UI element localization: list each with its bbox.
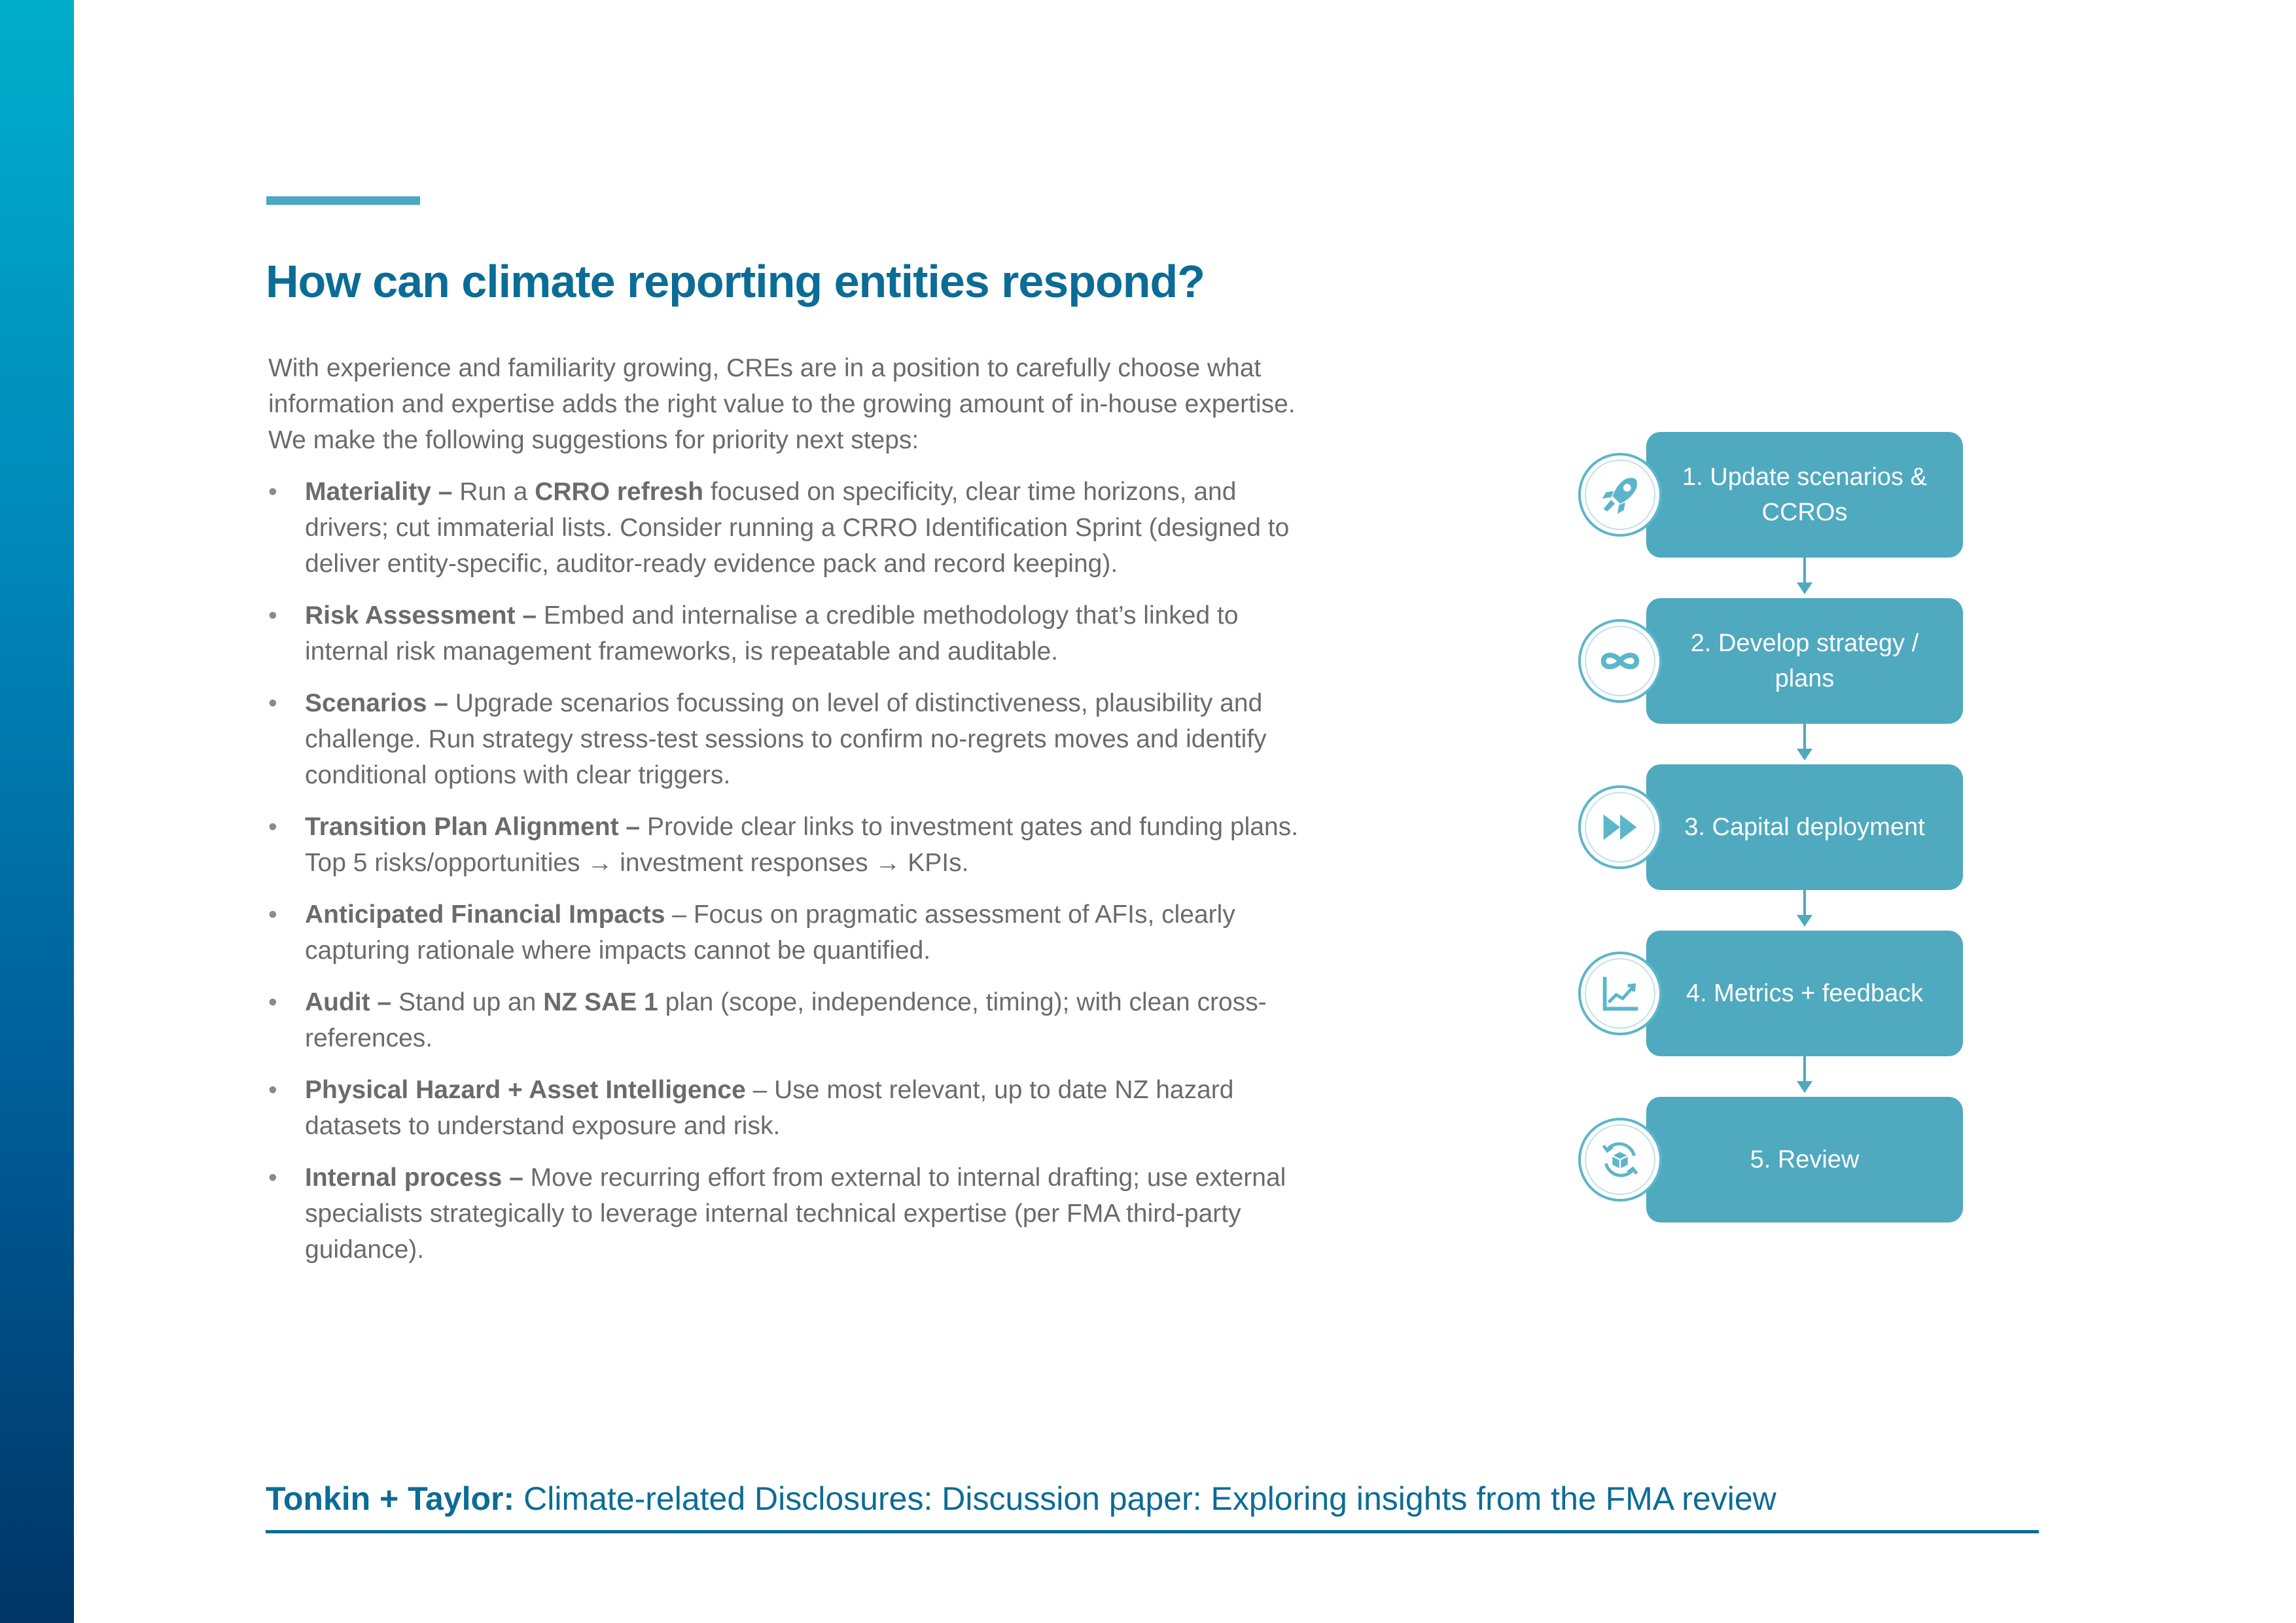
- process-steps-diagram: [1577, 432, 1969, 1224]
- step-connector: [1803, 1056, 1806, 1082]
- title-accent-rule: [266, 196, 420, 205]
- page-title: How can climate reporting entities respond?: [266, 256, 1205, 307]
- bullet-heading: Internal process –: [305, 1164, 523, 1192]
- body-text-column: [268, 350, 1302, 1283]
- fast-forward-icon: [1578, 785, 1662, 869]
- bullet-glyph: •: [268, 901, 277, 929]
- bullet-text: Upgrade scenarios focussing on level of distinctiveness, plausibility and challenge. Run strategy stress-test sessions to confirm no-regrets moves and identify conditional options with clear triggers.: [305, 689, 1267, 789]
- arrow-down-icon: [1797, 915, 1812, 927]
- bullet-heading: Transition Plan Alignment –: [305, 813, 641, 841]
- bullet-text: Run a: [452, 478, 535, 506]
- arrow-down-icon: [1797, 582, 1812, 594]
- bullet-text: Stand up an: [391, 988, 544, 1016]
- step-label: 3. Capital deployment: [1684, 813, 1925, 841]
- bullet-text: – Focus on pragmatic assessment of AFIs, clearly capturing rationale where impacts cannot be quantified.: [305, 901, 1235, 965]
- step-box-metrics-feedback: [1646, 931, 1963, 1056]
- step-connector: [1803, 558, 1806, 584]
- step-label: 1. Update scenarios & CCROs: [1682, 463, 1927, 526]
- step-label: 4. Metrics + feedback: [1686, 980, 1924, 1007]
- bullet-text: Move recurring effort from external to internal drafting; use external specialists strategically to leverage internal technical expertise (per FMA third-party guidance).: [305, 1164, 1286, 1264]
- step-box-review: [1646, 1097, 1963, 1222]
- bullet-heading: Scenarios –: [305, 689, 448, 717]
- step-connector: [1803, 890, 1806, 916]
- intro-paragraph: With experience and familiarity growing, CREs are in a position to carefully choose what information and expertise adds the right value to the growing amount of in-house expertise. We make the following suggestions for priority next steps:: [268, 354, 1296, 454]
- bullet-glyph: •: [268, 1164, 277, 1192]
- bullet-text: plan (scope, independence, timing); with clean cross-references.: [305, 988, 1267, 1052]
- bullet-emphasis: CRRO refresh: [535, 478, 704, 506]
- bullet-glyph: •: [268, 1076, 277, 1104]
- bullet-emphasis: NZ SAE 1: [543, 988, 658, 1016]
- step-box-update-scenarios: [1646, 432, 1963, 558]
- step-box-capital-deployment: [1646, 764, 1963, 890]
- bullet-heading: Materiality –: [305, 478, 453, 506]
- line-chart-icon: [1578, 952, 1662, 1035]
- list-item: [268, 897, 1302, 969]
- arrow-down-icon: [1797, 749, 1812, 760]
- arrow-down-icon: [1797, 1081, 1812, 1093]
- bullet-glyph: •: [268, 988, 277, 1016]
- side-color-bar: [0, 0, 74, 1623]
- list-item: [268, 474, 1302, 582]
- step-box-develop-strategy: [1646, 598, 1963, 724]
- step-connector: [1803, 724, 1806, 750]
- page-footer: [266, 1476, 2039, 1522]
- list-item: [268, 597, 1302, 669]
- rocket-icon: [1578, 453, 1662, 537]
- list-item: [268, 1072, 1302, 1144]
- bullet-glyph: •: [268, 601, 277, 630]
- suggestion-list: [268, 474, 1302, 1268]
- bullet-text: focused on specificity, clear time horizons, and drivers; cut immaterial lists. Consider running a CRRO Identification Sprint (designed to deliver entity-specific, auditor-ready evidence pack and record keeping).: [305, 478, 1290, 578]
- footer-rule: [266, 1530, 2039, 1533]
- infinity-icon: [1578, 619, 1662, 703]
- footer-document-title: Climate-related Disclosures: Discussion paper: Exploring insights from the FMA review: [523, 1480, 1776, 1517]
- list-item: [268, 685, 1302, 793]
- bullet-heading: Audit –: [305, 988, 392, 1016]
- bullet-text: – Use most relevant, up to date NZ hazard datasets to understand exposure and risk.: [305, 1076, 1234, 1140]
- bullet-text: Provide clear links to investment gates and funding plans. Top 5 risks/opportunities → investment responses → KPIs.: [305, 813, 1299, 877]
- bullet-text: Embed and internalise a credible methodology that’s linked to internal risk management frameworks, is repeatable and auditable.: [305, 601, 1239, 666]
- list-item: [268, 1160, 1302, 1268]
- bullet-heading: Anticipated Financial Impacts: [305, 901, 665, 929]
- list-item: [268, 809, 1302, 881]
- bullet-glyph: •: [268, 478, 277, 506]
- bullet-heading: Physical Hazard + Asset Intelligence: [305, 1076, 746, 1104]
- bullet-glyph: •: [268, 689, 277, 717]
- bullet-heading: Risk Assessment –: [305, 601, 537, 630]
- list-item: [268, 984, 1302, 1056]
- step-label: 2. Develop strategy / plans: [1690, 630, 1919, 692]
- bullet-glyph: •: [268, 813, 277, 841]
- footer-brand: Tonkin + Taylor:: [266, 1480, 515, 1517]
- cycle-box-icon: [1578, 1118, 1662, 1202]
- step-label: 5. Review: [1750, 1146, 1860, 1173]
